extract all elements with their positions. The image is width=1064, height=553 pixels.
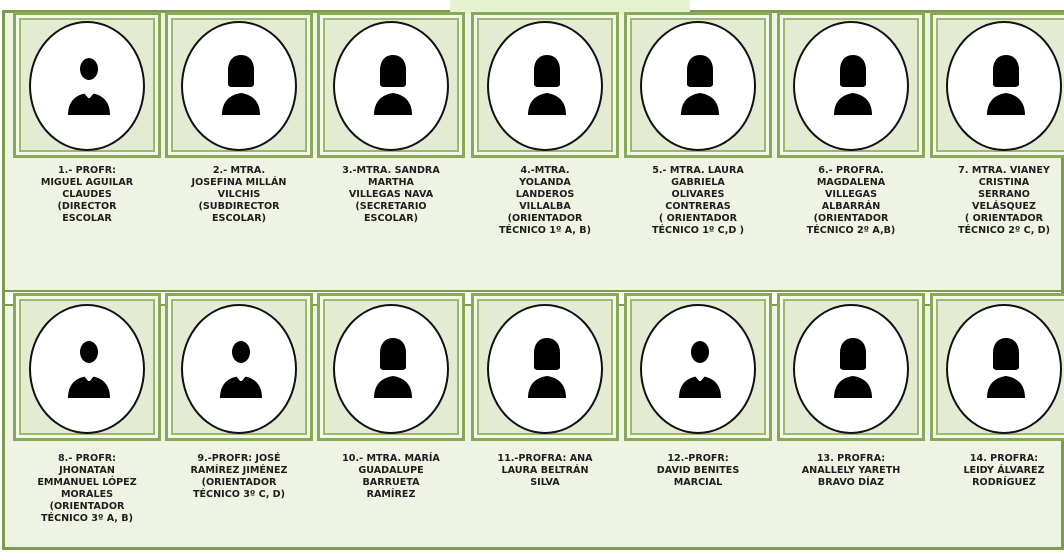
staff-caption: 14. PROFRA: LEIDY ÁLVAREZ RODRÍGUEZ	[963, 453, 1045, 488]
male-avatar-icon	[218, 334, 264, 398]
photo-frame	[777, 293, 925, 441]
staff-caption: 12.-PROFR: DAVID BENITES MARCIAL	[656, 453, 740, 488]
photo-oval	[487, 304, 603, 434]
photo-oval	[29, 21, 145, 151]
photo-frame	[317, 293, 465, 441]
female-avatar-icon	[830, 51, 876, 115]
staff-caption: 7. MTRA. VIANEY CRISTINA SERRANO VELÁSQUEZ ( ORIENTADOR TÉCNICO 2º C, D)	[957, 165, 1051, 236]
female-avatar-icon	[370, 334, 416, 398]
staff-caption: 10.- MTRA. MARÍA GUADALUPE BARRUETA RAMÍREZ	[342, 453, 440, 500]
staff-caption: 5.- MTRA. LAURA GABRIELA OLIVARES CONTRERAS ( ORIENTADOR TÉCNICO 1º C,D )	[651, 165, 745, 236]
male-avatar-icon	[66, 334, 112, 398]
female-avatar-icon	[218, 51, 264, 115]
photo-oval	[946, 304, 1062, 434]
photo-frame	[930, 12, 1064, 158]
female-avatar-icon	[524, 334, 570, 398]
photo-oval	[181, 304, 297, 434]
female-avatar-icon	[524, 51, 570, 115]
photo-frame	[165, 293, 313, 441]
staff-caption: 4.-MTRA. YOLANDA LANDEROS VILLALBA (ORIENTADOR TÉCNICO 1º A, B)	[499, 165, 591, 236]
female-avatar-icon	[983, 334, 1029, 398]
male-avatar-icon	[66, 51, 112, 115]
photo-oval	[640, 304, 756, 434]
photo-frame	[471, 293, 619, 441]
photo-oval	[181, 21, 297, 151]
female-avatar-icon	[677, 51, 723, 115]
photo-frame	[624, 293, 772, 441]
photo-frame	[777, 12, 925, 158]
photo-oval	[946, 21, 1062, 151]
staff-caption: 3.-MTRA. SANDRA MARTHA VILLEGAS NAVA (SECRETARIO ESCOLAR)	[342, 165, 440, 224]
photo-oval	[640, 21, 756, 151]
photo-oval	[333, 304, 449, 434]
photo-frame	[317, 12, 465, 158]
female-avatar-icon	[983, 51, 1029, 115]
staff-caption: 9.-PROFR: JOSÉ RAMÍREZ JIMÉNEZ (ORIENTADOR TÉCNICO 3º C, D)	[190, 453, 288, 500]
photo-oval	[793, 21, 909, 151]
female-avatar-icon	[370, 51, 416, 115]
female-avatar-icon	[830, 334, 876, 398]
staff-caption: 1.- PROFR: MIGUEL AGUILAR CLAUDES (DIRECTOR ESCOLAR	[40, 165, 134, 224]
photo-frame	[13, 12, 161, 158]
photo-frame	[930, 293, 1064, 441]
photo-oval	[793, 304, 909, 434]
staff-caption: 11.-PROFRA: ANA LAURA BELTRÁN SILVA	[497, 453, 593, 488]
photo-frame	[13, 293, 161, 441]
photo-oval	[333, 21, 449, 151]
staff-caption: 6.- PROFRA. MAGDALENA VILLEGAS ALBARRÁN (ORIENTADOR TÉCNICO 2º A,B)	[806, 165, 896, 236]
staff-caption: 8.- PROFR: JHONATAN EMMANUEL LÓPEZ MORALES (ORIENTADOR TÉCNICO 3º A, B)	[37, 453, 137, 524]
photo-oval	[487, 21, 603, 151]
staff-caption: 13. PROFRA: ANALLELY YARETH BRAVO DÍAZ	[801, 453, 901, 488]
photo-frame	[165, 12, 313, 158]
photo-frame	[624, 12, 772, 158]
male-avatar-icon	[677, 334, 723, 398]
photo-frame	[471, 12, 619, 158]
photo-oval	[29, 304, 145, 434]
staff-caption: 2.- MTRA. JOSEFINA MILLÁN VILCHIS (SUBDIRECTOR ESCOLAR)	[191, 165, 287, 224]
